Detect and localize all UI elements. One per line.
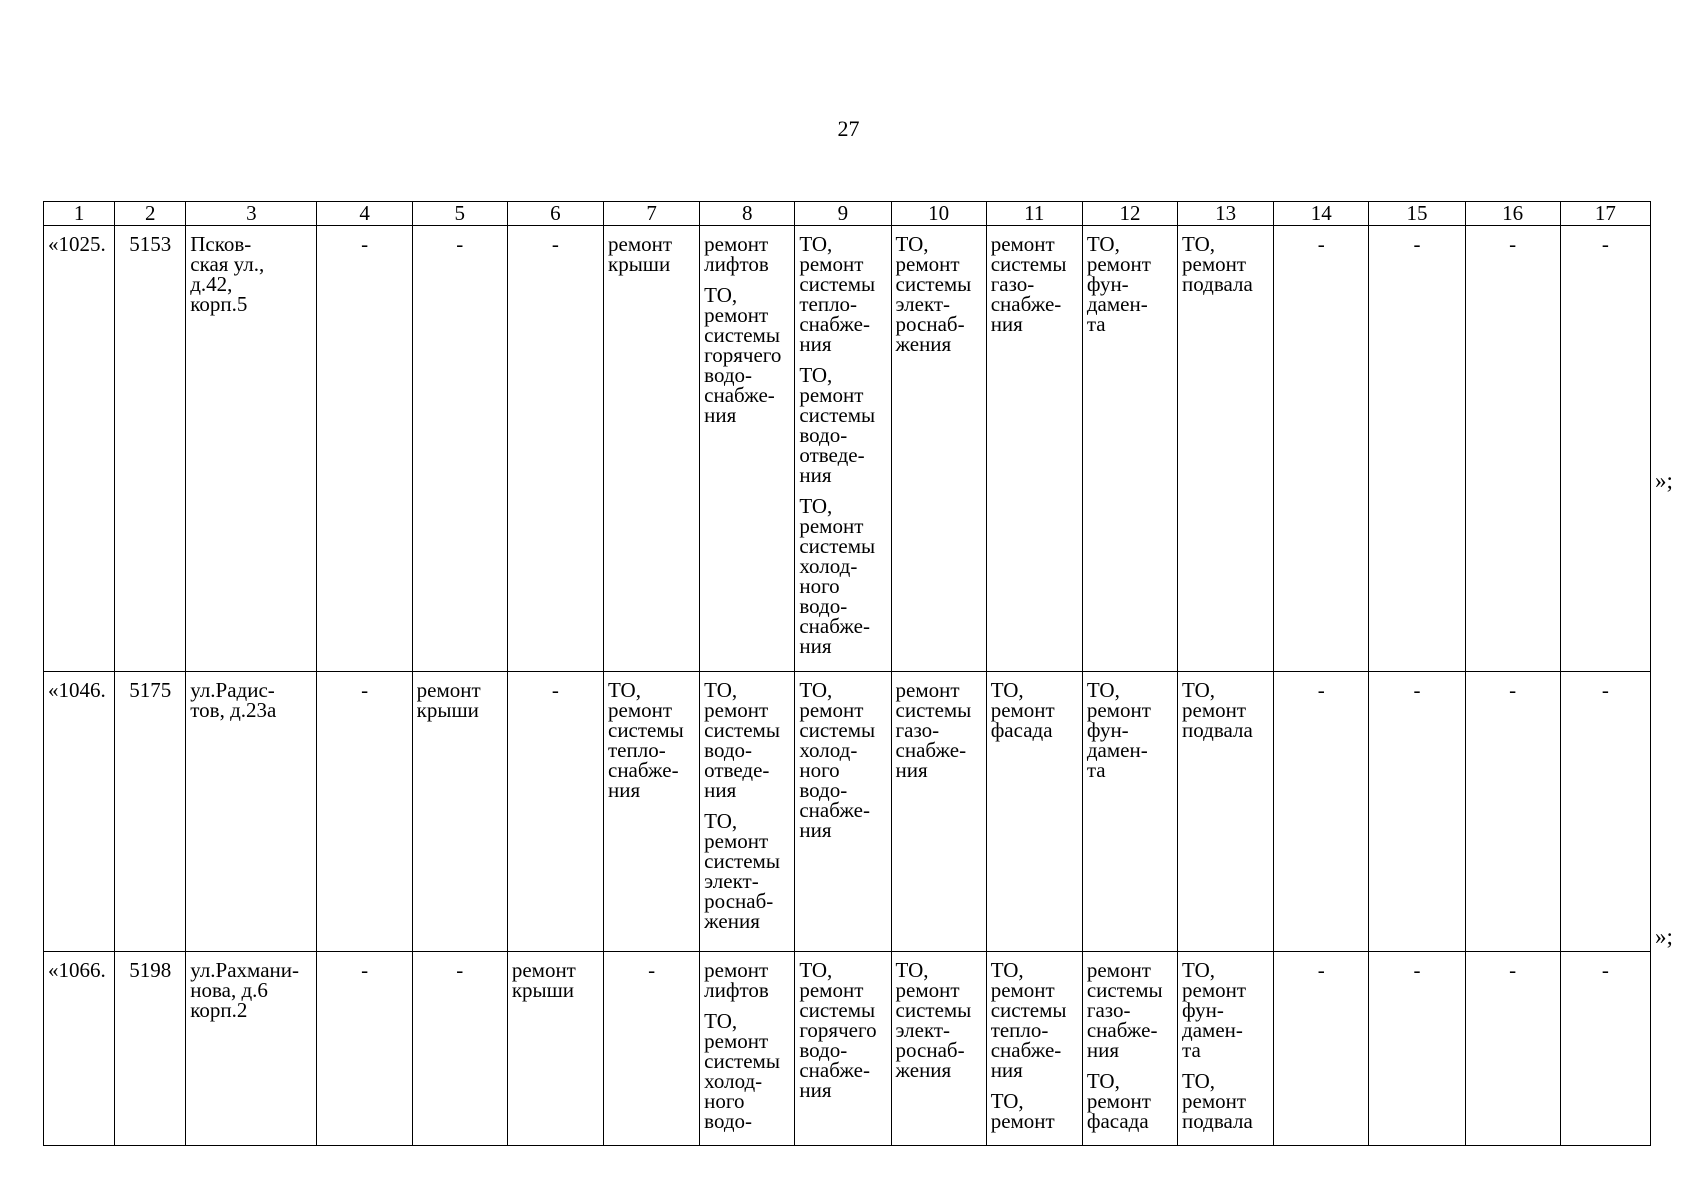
header-cell: 13 xyxy=(1178,202,1274,226)
cell-col10 xyxy=(891,672,986,952)
cell-text: ТО, ремонт фасада xyxy=(1086,1069,1151,1133)
cell-col13 xyxy=(1178,226,1274,672)
cell-col5 xyxy=(412,226,507,672)
header-cell: 12 xyxy=(1082,202,1177,226)
cell-text: ремонт системы газо- снабже- ния xyxy=(895,678,972,782)
cell-text: ТО, ремонт системы элект- роснаб- жения xyxy=(704,809,780,933)
cell-text: ТО, ремонт фасада xyxy=(990,678,1055,742)
cell-text: «1025. xyxy=(48,232,106,256)
cell-text: ТО, ремонт системы тепло- снабже- ния xyxy=(608,678,684,802)
cell-text: - xyxy=(1509,958,1517,982)
cell-text: ул.Радис- тов, д.23а xyxy=(190,678,277,722)
cell-text: ТО, ремонт системы горячего водо- снабже- ния xyxy=(799,958,877,1102)
cell-text: ТО, ремонт системы тепло- снабже- ния xyxy=(990,958,1067,1082)
cell-text: - xyxy=(1413,678,1421,702)
cell-text: - xyxy=(648,958,656,982)
cell-col6 xyxy=(507,226,603,672)
cell-col15 xyxy=(1369,952,1465,1146)
cell-text: ТО, ремонт системы горячего водо- снабже- ния xyxy=(704,283,782,427)
header-cell: 17 xyxy=(1560,202,1650,226)
cell-text: - xyxy=(1317,678,1325,702)
cell-col5 xyxy=(412,672,507,952)
cell-text: «1046. xyxy=(48,678,106,702)
cell-text: ТО, ремонт системы тепло- снабже- ния xyxy=(799,232,876,356)
cell-text: - xyxy=(551,232,559,256)
header-cell: 9 xyxy=(795,202,891,226)
cell-text: - xyxy=(1317,232,1325,256)
cell-text: ремонт лифтов xyxy=(704,958,769,1002)
header-cell: 6 xyxy=(507,202,603,226)
cell-text: - xyxy=(361,232,369,256)
header-cell: 7 xyxy=(604,202,700,226)
cell-col8 xyxy=(700,672,795,952)
cell-col6 xyxy=(507,672,603,952)
cell-text: ремонт крыши xyxy=(511,958,576,1002)
cell-text: ТО, ремонт системы элект- роснаб- жения xyxy=(895,232,972,356)
header-cell: 16 xyxy=(1465,202,1560,226)
cell-col8 xyxy=(700,952,795,1146)
cell-col9 xyxy=(795,952,891,1146)
works-table xyxy=(43,201,1651,1146)
cell-col10 xyxy=(891,226,986,672)
cell-col7 xyxy=(604,672,700,952)
cell-text: ремонт крыши xyxy=(416,678,481,722)
cell-text: - xyxy=(551,678,559,702)
cell-text: - xyxy=(456,232,464,256)
cell-text: - xyxy=(1601,232,1609,256)
header-cell: 5 xyxy=(412,202,507,226)
header-cell: 4 xyxy=(317,202,412,226)
cell-col17 xyxy=(1560,226,1650,672)
row-end-mark: »; xyxy=(1655,468,1673,493)
cell-text: ТО, ремонт подвала xyxy=(1182,678,1253,742)
cell-text: 5175 xyxy=(129,678,172,702)
cell-col13 xyxy=(1178,672,1274,952)
header-cell: 15 xyxy=(1369,202,1465,226)
cell-text: - xyxy=(1413,958,1421,982)
cell-col10 xyxy=(891,952,986,1146)
building-code xyxy=(115,226,186,672)
cell-text: ТО, ремонт фун- дамен- та xyxy=(1086,678,1151,782)
row-number xyxy=(44,952,115,1146)
table-row xyxy=(44,226,1651,672)
header-cell: 14 xyxy=(1274,202,1369,226)
cell-col11 xyxy=(986,226,1082,672)
cell-text: ТО, ремонт фун- дамен- та xyxy=(1182,958,1247,1062)
row-number xyxy=(44,672,115,952)
cell-text: ТО, ремонт подвала xyxy=(1182,1069,1253,1133)
header-cell: 8 xyxy=(700,202,795,226)
cell-text: ТО, ремонт системы холод- ного водо- снабже- ния xyxy=(799,678,876,842)
address xyxy=(186,952,317,1146)
cell-col9 xyxy=(795,672,891,952)
table-row xyxy=(44,952,1651,1146)
cell-col4 xyxy=(317,672,412,952)
cell-text: 5198 xyxy=(129,958,172,982)
row-number xyxy=(44,226,115,672)
cell-text: - xyxy=(1509,232,1517,256)
table-row xyxy=(44,672,1651,952)
cell-text: ТО, ремонт xyxy=(990,1089,1055,1133)
header-cell: 1 xyxy=(44,202,115,226)
page-number: 27 xyxy=(837,116,860,141)
cell-col9 xyxy=(795,226,891,672)
cell-text: - xyxy=(1601,678,1609,702)
cell-col17 xyxy=(1560,672,1650,952)
cell-col5 xyxy=(412,952,507,1146)
cell-text: «1066. xyxy=(48,958,106,982)
header-row xyxy=(44,202,1651,226)
cell-col4 xyxy=(317,226,412,672)
cell-text: - xyxy=(361,678,369,702)
cell-text: ТО, ремонт системы элект- роснаб- жения xyxy=(895,958,972,1082)
cell-col14 xyxy=(1274,952,1369,1146)
cell-text: ремонт системы газо- снабже- ния xyxy=(990,232,1067,336)
cell-text: Псков- ская ул., д.42, корп.5 xyxy=(190,232,265,316)
cell-col15 xyxy=(1369,672,1465,952)
cell-col15 xyxy=(1369,226,1465,672)
cell-col11 xyxy=(986,672,1082,952)
cell-col4 xyxy=(317,952,412,1146)
cell-text: - xyxy=(456,958,464,982)
header-cell: 2 xyxy=(115,202,186,226)
cell-col6 xyxy=(507,952,603,1146)
cell-text: ремонт лифтов xyxy=(704,232,769,276)
cell-col12 xyxy=(1082,672,1177,952)
cell-text: ТО, ремонт подвала xyxy=(1182,232,1253,296)
cell-col13 xyxy=(1178,952,1274,1146)
cell-col7 xyxy=(604,952,700,1146)
cell-col16 xyxy=(1465,952,1560,1146)
cell-text: ТО, ремонт системы водо- отведе- ния xyxy=(799,363,876,487)
cell-text: ТО, ремонт системы холод- ного водо- xyxy=(704,1009,780,1133)
cell-col8 xyxy=(700,226,795,672)
building-code xyxy=(115,672,186,952)
row-end-mark: »; xyxy=(1655,924,1673,949)
cell-text: ТО, ремонт системы холод- ного водо- снабже- ния xyxy=(799,494,876,658)
cell-text: ТО, ремонт фун- дамен- та xyxy=(1086,232,1151,336)
cell-col12 xyxy=(1082,226,1177,672)
cell-col17 xyxy=(1560,952,1650,1146)
cell-text: ремонт крыши xyxy=(608,232,673,276)
cell-text: - xyxy=(1413,232,1421,256)
cell-col7 xyxy=(604,226,700,672)
header-cell: 11 xyxy=(986,202,1082,226)
header-cell: 3 xyxy=(186,202,317,226)
cell-col16 xyxy=(1465,672,1560,952)
cell-col11 xyxy=(986,952,1082,1146)
cell-text: - xyxy=(1509,678,1517,702)
cell-text: ремонт системы газо- снабже- ния xyxy=(1086,958,1163,1062)
address xyxy=(186,672,317,952)
cell-text: - xyxy=(1601,958,1609,982)
cell-text: 5153 xyxy=(129,232,172,256)
address xyxy=(186,226,317,672)
cell-col16 xyxy=(1465,226,1560,672)
cell-text: ул.Рахмани- нова, д.6 корп.2 xyxy=(190,958,299,1022)
cell-text: - xyxy=(361,958,369,982)
cell-col14 xyxy=(1274,672,1369,952)
building-code xyxy=(115,952,186,1146)
cell-text: - xyxy=(1317,958,1325,982)
header-cell: 10 xyxy=(891,202,986,226)
cell-text: ТО, ремонт системы водо- отведе- ния xyxy=(704,678,780,802)
cell-col12 xyxy=(1082,952,1177,1146)
cell-col14 xyxy=(1274,226,1369,672)
